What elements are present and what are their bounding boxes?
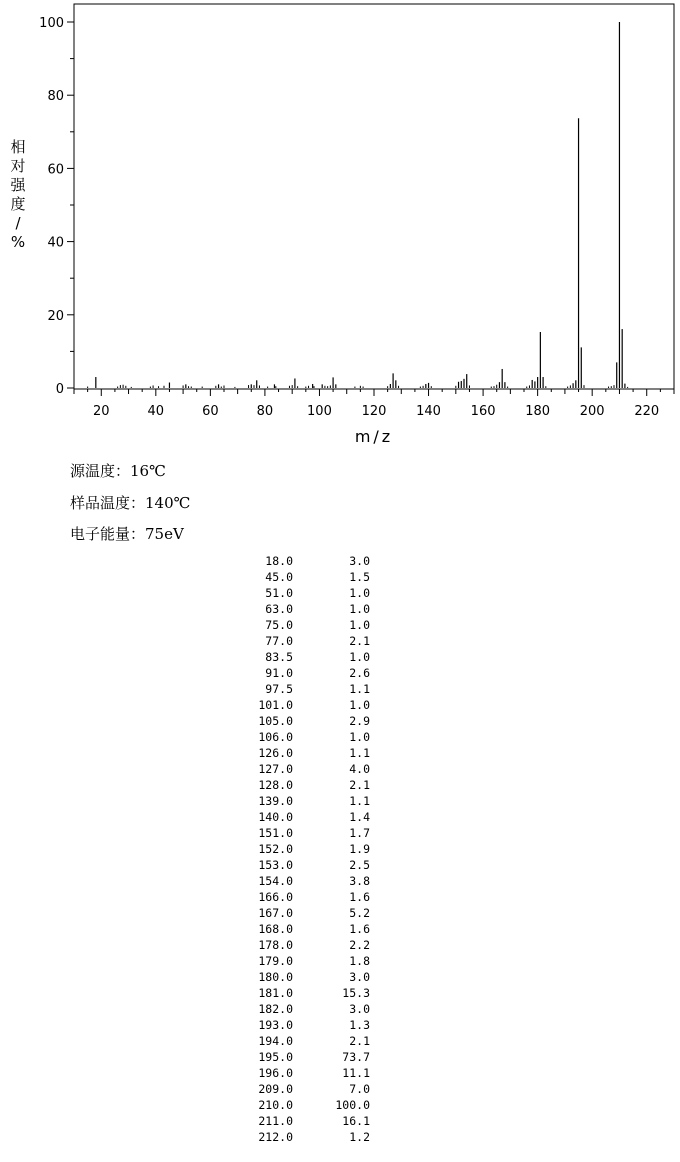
table-row xyxy=(238,617,370,633)
x-tick-label: 40 xyxy=(147,404,165,419)
table-row xyxy=(238,1017,370,1033)
intensity-value: 1.0 xyxy=(349,586,370,600)
intensity-value: 2.1 xyxy=(349,634,370,648)
intensity-value: 4.0 xyxy=(349,762,370,776)
x-axis xyxy=(74,389,674,419)
mz-value: 194.0 xyxy=(258,1034,293,1048)
table-row xyxy=(238,985,370,1001)
intensity-value: 73.7 xyxy=(342,1050,370,1064)
y-axis-label: 相对强度/ % xyxy=(10,138,26,251)
intensity-value: 1.3 xyxy=(349,1018,370,1032)
table-row xyxy=(238,889,370,905)
mass-spectrum-chart xyxy=(0,0,680,450)
mz-value: 193.0 xyxy=(258,1018,293,1032)
mz-value: 45.0 xyxy=(265,570,293,584)
intensity-value: 1.1 xyxy=(349,682,370,696)
intensity-value: 2.1 xyxy=(349,1034,370,1048)
table-row xyxy=(238,953,370,969)
table-row xyxy=(238,873,370,889)
y-tick-label: 100 xyxy=(39,16,64,31)
intensity-value: 1.6 xyxy=(349,890,370,904)
table-row xyxy=(238,809,370,825)
table-row xyxy=(238,1065,370,1081)
mz-value: 139.0 xyxy=(258,794,293,808)
mz-value: 151.0 xyxy=(258,826,293,840)
plot-frame xyxy=(74,4,674,389)
x-tick-label: 100 xyxy=(307,404,332,419)
table-row xyxy=(238,841,370,857)
table-row xyxy=(238,1049,370,1065)
mz-value: 83.5 xyxy=(265,650,293,664)
x-tick-label: 200 xyxy=(579,404,605,419)
mz-value: 154.0 xyxy=(258,874,293,888)
y-tick-label: 20 xyxy=(47,308,64,324)
table-row xyxy=(238,1097,370,1113)
intensity-value: 1.0 xyxy=(349,618,370,632)
mz-value: 51.0 xyxy=(265,586,293,600)
intensity-value: 2.1 xyxy=(349,778,370,792)
x-tick-label: 220 xyxy=(634,404,660,419)
x-tick-label: 180 xyxy=(525,404,551,419)
intensity-value: 11.1 xyxy=(342,1066,370,1080)
table-row xyxy=(238,633,370,649)
table-row xyxy=(238,601,370,617)
x-tick-label: 60 xyxy=(202,404,219,419)
mz-value: 140.0 xyxy=(258,810,293,824)
mz-value: 63.0 xyxy=(265,602,293,616)
x-tick-label: 140 xyxy=(416,404,441,419)
y-axis xyxy=(39,16,74,397)
table-row xyxy=(238,793,370,809)
intensity-value: 3.0 xyxy=(349,1002,370,1016)
intensity-value: 1.1 xyxy=(349,746,370,760)
y-tick-label: 0 xyxy=(55,382,64,397)
peak-bars xyxy=(96,22,625,388)
source-temperature xyxy=(70,460,166,481)
mz-value: 101.0 xyxy=(258,698,293,712)
mz-value: 126.0 xyxy=(258,746,293,760)
mz-value: 178.0 xyxy=(258,938,293,952)
mz-value: 211.0 xyxy=(258,1114,293,1128)
mz-value: 127.0 xyxy=(258,762,293,776)
intensity-value: 15.3 xyxy=(342,986,370,1000)
table-row xyxy=(238,857,370,873)
intensity-value: 16.1 xyxy=(342,1114,370,1128)
mz-value: 182.0 xyxy=(258,1002,293,1016)
minor-peak-bars xyxy=(88,385,628,388)
mz-value: 196.0 xyxy=(258,1066,293,1080)
table-row xyxy=(238,1081,370,1097)
intensity-value: 3.0 xyxy=(349,970,370,984)
mz-value: 152.0 xyxy=(258,842,293,856)
intensity-value: 1.0 xyxy=(349,602,370,616)
electron-energy xyxy=(70,523,184,544)
intensity-value: 1.2 xyxy=(349,1130,370,1144)
mz-value: 167.0 xyxy=(258,906,293,920)
table-row xyxy=(238,665,370,681)
mz-value: 75.0 xyxy=(265,618,293,632)
mz-value: 18.0 xyxy=(265,554,293,568)
table-row xyxy=(238,921,370,937)
intensity-value: 3.0 xyxy=(349,554,370,568)
x-tick-label: 120 xyxy=(361,404,387,419)
intensity-value: 1.9 xyxy=(349,842,370,856)
table-row xyxy=(238,761,370,777)
intensity-value: 100.0 xyxy=(335,1098,370,1112)
condition-value: 140℃ xyxy=(145,494,191,512)
table-row xyxy=(238,713,370,729)
condition-label: 电子能量： xyxy=(70,525,146,543)
x-axis-label: m/z xyxy=(354,427,394,446)
mz-value: 212.0 xyxy=(258,1130,293,1144)
condition-label: 源温度： xyxy=(70,462,131,480)
intensity-value: 1.6 xyxy=(349,922,370,936)
mz-value: 168.0 xyxy=(258,922,293,936)
intensity-value: 2.2 xyxy=(349,938,370,952)
mz-value: 209.0 xyxy=(258,1082,293,1096)
mz-value: 181.0 xyxy=(258,986,293,1000)
mz-value: 179.0 xyxy=(258,954,293,968)
intensity-value: 2.9 xyxy=(349,714,370,728)
table-row xyxy=(238,937,370,953)
table-row xyxy=(238,1001,370,1017)
table-row xyxy=(238,1113,370,1129)
condition-value: 16℃ xyxy=(130,462,166,480)
x-tick-label: 80 xyxy=(256,404,274,419)
x-tick-label: 20 xyxy=(92,404,110,419)
condition-label: 样品温度： xyxy=(70,494,146,512)
intensity-value: 1.5 xyxy=(349,570,370,584)
x-tick-label: 160 xyxy=(470,404,496,419)
mz-value: 166.0 xyxy=(258,890,293,904)
table-row xyxy=(238,681,370,697)
mz-value: 91.0 xyxy=(265,666,293,680)
table-row xyxy=(238,1129,370,1145)
y-tick-label: 60 xyxy=(47,162,64,178)
intensity-value: 1.0 xyxy=(349,650,370,664)
table-row xyxy=(238,569,370,585)
intensity-value: 1.7 xyxy=(349,826,370,840)
intensity-value: 2.5 xyxy=(349,858,370,872)
intensity-value: 1.4 xyxy=(349,810,370,824)
table-row xyxy=(238,745,370,761)
intensity-value: 5.2 xyxy=(349,906,370,920)
table-row xyxy=(238,697,370,713)
mz-value: 97.5 xyxy=(265,682,293,696)
sample-temperature xyxy=(70,492,190,513)
mz-value: 210.0 xyxy=(258,1098,293,1112)
y-tick-label: 40 xyxy=(47,235,64,251)
mz-value: 128.0 xyxy=(258,778,293,792)
condition-value: 75eV xyxy=(145,525,184,543)
intensity-value: 7.0 xyxy=(349,1082,370,1096)
intensity-value: 1.0 xyxy=(349,730,370,744)
table-row xyxy=(238,1033,370,1049)
mz-value: 153.0 xyxy=(258,858,293,872)
table-row xyxy=(238,825,370,841)
intensity-value: 1.0 xyxy=(349,698,370,712)
peak-table xyxy=(238,553,370,1145)
intensity-value: 1.1 xyxy=(349,794,370,808)
table-row xyxy=(238,729,370,745)
table-row xyxy=(238,969,370,985)
mz-value: 105.0 xyxy=(258,714,293,728)
table-row xyxy=(238,905,370,921)
table-row xyxy=(238,553,370,569)
table-row xyxy=(238,585,370,601)
intensity-value: 3.8 xyxy=(349,874,370,888)
table-row xyxy=(238,649,370,665)
mz-value: 106.0 xyxy=(258,730,293,744)
table-row xyxy=(238,777,370,793)
intensity-value: 2.6 xyxy=(349,666,370,680)
y-tick-label: 80 xyxy=(47,89,64,105)
intensity-value: 1.8 xyxy=(349,954,370,968)
mz-value: 195.0 xyxy=(258,1050,293,1064)
mz-value: 180.0 xyxy=(258,970,293,984)
mz-value: 77.0 xyxy=(265,634,293,648)
